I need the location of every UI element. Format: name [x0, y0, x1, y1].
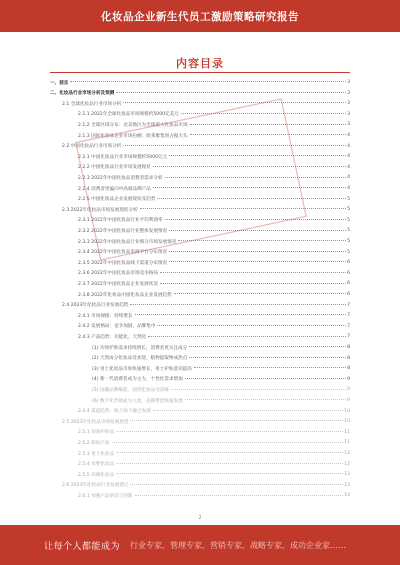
toc-leader-dots: [116, 452, 343, 453]
toc-entry-page: 3: [347, 80, 350, 85]
toc-entry-page: 4: [347, 164, 350, 170]
toc-entry-page: 4: [347, 133, 350, 138]
toc-entry[interactable]: [78, 449, 350, 458]
toc-entry-title: 2.3 2022年化妆品市场发展现状分析: [62, 207, 138, 213]
toc-entry-title: 2.5.3 男士化妆品: [78, 451, 115, 457]
toc-entry-title: (1) 功效护肤需求持续增长，消费者更关注成分: [92, 345, 188, 351]
toc-entry-title: 2.6.1 加强产品研发与创新: [78, 493, 133, 499]
toc-entry-page: 6: [347, 292, 350, 297]
toc-entry[interactable]: [78, 216, 350, 225]
toc-entry-page: 3: [347, 101, 350, 107]
toc-entry[interactable]: [78, 269, 350, 278]
toc-entry[interactable]: [62, 481, 350, 490]
toc-leader-dots: [185, 399, 346, 400]
toc-leader-dots: [70, 81, 346, 82]
toc-entry-page: 9: [347, 376, 350, 382]
toc-leader-dots: [116, 431, 343, 432]
toc-entry-title: 2.4.2 发展格局：竞争加剧，品牌集中: [78, 324, 156, 330]
toc-entry-title: 2.4.4 渠道趋势：线上线下融合发展: [78, 409, 151, 415]
toc-leader-dots: [194, 367, 346, 368]
toc-entry-title: 2.5 2023年化妆品市场发展展望: [62, 419, 129, 425]
toc-entry[interactable]: [92, 396, 350, 405]
toc-entry-page: 9: [347, 398, 350, 403]
toc-leader-dots: [112, 442, 344, 443]
toc-entry-page: 10: [344, 408, 350, 414]
toc-entry-title: 2.3.7 2022年中国化妆品企业发展状况: [78, 281, 158, 287]
toc-entry[interactable]: [92, 375, 350, 384]
toc-entry-title: 2.1.1 2022年全球化妆品市场规模约5000亿美元: [78, 112, 179, 118]
report-title: 化妆品企业新生代员工激励策略研究报告: [101, 11, 299, 23]
toc-leader-dots: [181, 113, 346, 114]
toc-leader-dots: [169, 155, 346, 156]
toc-leader-dots: [157, 325, 346, 326]
toc-entry-title: 2.1 全球化妆品行业市场分析: [62, 101, 122, 107]
page-footer: [0, 525, 400, 565]
toc-entry[interactable]: [78, 460, 350, 469]
toc-entry-page: 13: [344, 482, 350, 488]
toc-entry-page: 6: [347, 260, 350, 266]
toc-entry-title: 2.3.6 2022年中国化妆品市场竞争格局: [78, 271, 158, 277]
footer-text: 让每个人都能成为: [44, 542, 121, 552]
toc-entry[interactable]: [62, 301, 350, 310]
toc-entry-title: 2.3.3 2022年中国化妆品行业细分市场发展情况: [78, 239, 177, 245]
toc-entry[interactable]: [78, 131, 350, 140]
toc-entry-title: 2.2.4 消费者更偏向中高端品牌产品: [78, 186, 151, 192]
toc-entry[interactable]: [78, 237, 350, 246]
toc-entry[interactable]: [78, 311, 350, 320]
toc-entry-title: 2.2.1 中国化妆品行业市场规模约5000亿元: [78, 154, 168, 160]
toc-entry[interactable]: [78, 258, 350, 267]
toc-entry[interactable]: [78, 173, 350, 182]
toc-entry-page: 5: [347, 217, 350, 223]
toc-entry-title: 2.2.5 中国化妆品企业发展现状及趋势: [78, 197, 156, 203]
toc-leader-dots: [178, 240, 346, 241]
toc-entry-page: 12: [344, 451, 350, 456]
toc-leader-dots: [157, 198, 346, 199]
toc-entry-title: 2.1.3 国际化妆品企业市场份额：欧莱雅集团占据大头: [78, 133, 188, 139]
toc-entry[interactable]: [62, 99, 350, 108]
toc-entry-title: 2.3.5 2022年中国化妆品线下渠道分布情况: [78, 260, 168, 266]
toc-entry[interactable]: [78, 184, 350, 193]
toc-entry-title: 2.2 中国化妆品行业市场分析: [62, 144, 122, 150]
toc-entry-title: 2.3.4 2022年中国化妆品电商平台分布情况: [78, 250, 168, 256]
toc-entry-page: 7: [347, 334, 350, 340]
toc-entry-title: 2.5.1 功效护肤品: [78, 430, 115, 436]
toc-entry[interactable]: [78, 491, 350, 500]
toc-entry-page: 6: [347, 281, 350, 287]
toc-leader-dots: [153, 410, 343, 411]
toc-entry[interactable]: [78, 438, 350, 447]
page-header: [0, 0, 400, 32]
toc-entry-page: 4: [347, 186, 350, 191]
toc-leader-dots: [189, 346, 346, 347]
toc-leader-dots: [169, 251, 346, 252]
toc-entry-title: 2.6 2023年化妆品行业发展建议: [62, 483, 129, 489]
toc-entry[interactable]: [62, 205, 350, 214]
toc-leader-dots: [165, 219, 347, 220]
toc-entry-title: 2.1.2 全球区域分布：北美地区为全球最大化妆品市场: [78, 122, 188, 128]
toc-leader-dots: [174, 293, 346, 294]
toc-entry[interactable]: [78, 226, 350, 235]
toc-leader-dots: [135, 495, 344, 496]
toc-entry[interactable]: [62, 142, 350, 151]
toc-entry-page: 4: [347, 154, 350, 160]
toc-entry-title: (3) 男士化妆品市场快速增长，男士护肤意识提高: [92, 366, 192, 372]
toc-entry-title: 2.3.2 2022年中国化妆品行业整体发展情况: [78, 228, 168, 234]
toc-entry-title: (4) 新一代消费者成为主力，个性化需求增加: [92, 377, 183, 383]
toc-leader-dots: [123, 145, 346, 146]
toc-leader-dots: [130, 304, 346, 305]
toc-entry-title: 二、化妆品行业市场分析及预测: [50, 91, 115, 97]
toc-entry[interactable]: [78, 120, 350, 129]
toc-entry-title: (2) 天然成分化妆品受欢迎，植物提取物成热点: [92, 356, 188, 362]
toc-leader-dots: [160, 272, 346, 273]
toc-entry-title: 2.5.4 母婴化妆品: [78, 462, 115, 468]
toc-entry[interactable]: [92, 364, 350, 373]
toc-entry-title: (6) 数字化营销成为主流，直播带货快速发展: [92, 398, 183, 404]
toc-entry-page: 3: [347, 122, 350, 128]
toc-entry[interactable]: [78, 195, 350, 204]
toc-entry[interactable]: [78, 110, 350, 119]
toc-leader-dots: [169, 261, 346, 262]
toc-entry[interactable]: [92, 343, 350, 352]
toc-entry-page: 5: [347, 249, 350, 255]
toc-leader-dots: [165, 177, 347, 178]
toc-entry-page: 5: [347, 196, 350, 202]
toc-leader-dots: [116, 463, 343, 464]
toc-title-rule: [50, 72, 350, 73]
footer-slogan: 行业专家、管理专家、营销专家、战略专家、成功企业家……: [130, 541, 346, 550]
toc-entry-title: 2.4.3 产品趋势：功能化、天然化: [78, 334, 147, 340]
toc-entry[interactable]: [78, 248, 350, 257]
toc-entry[interactable]: [92, 385, 350, 394]
toc-entry-title: 2.3.1 2022年中国化妆品行业平均利润率: [78, 218, 163, 224]
toc-entry-page: 11: [344, 440, 350, 446]
toc-entry[interactable]: [78, 407, 350, 416]
toc-entry-page: 14: [344, 493, 350, 499]
page-number: 2: [198, 515, 202, 521]
toc-entry-title: 2.4.1 市场规模：持续增长: [78, 313, 133, 319]
toc-leader-dots: [116, 92, 346, 93]
toc-entry-title: 一、前言: [50, 80, 69, 86]
toc-entry-page: 7: [347, 302, 350, 308]
toc-leader-dots: [130, 484, 343, 485]
toc-entry-page: 12: [344, 461, 350, 467]
toc-entry-page: 5: [347, 207, 350, 213]
toc-entry-title: (5) 国潮品牌崛起，国货化妆品受青睐: [92, 387, 169, 393]
toc-leader-dots: [135, 314, 347, 315]
toc-leader-dots: [123, 102, 346, 103]
toc-leader-dots: [169, 230, 346, 231]
toc-entry[interactable]: [78, 152, 350, 161]
toc-entry-page: 7: [347, 323, 350, 329]
table-of-contents: [0, 78, 400, 510]
toc-leader-dots: [190, 124, 346, 125]
toc-leader-dots: [130, 420, 343, 421]
toc-entry-page: 4: [347, 175, 350, 181]
toc-entry-title: 2.2.2 中国化妆品行业市场发展现状: [78, 165, 151, 171]
toc-leader-dots: [189, 357, 346, 358]
toc-entry-title: 2.5.5 高端化妆品: [78, 472, 115, 478]
toc-entry-page: 8: [347, 345, 350, 350]
toc-entry-page: 9: [347, 387, 350, 393]
toc-entry-page: 11: [344, 429, 350, 435]
toc-title: 内容目录: [176, 57, 224, 70]
toc-entry[interactable]: [78, 470, 350, 479]
toc-entry-page: 4: [347, 143, 350, 149]
toc-entry[interactable]: [50, 78, 350, 87]
toc-entry[interactable]: [62, 417, 350, 426]
toc-entry-page: 5: [347, 239, 350, 244]
toc-entry[interactable]: [78, 332, 350, 341]
toc-entry[interactable]: [78, 279, 350, 288]
toc-leader-dots: [153, 166, 346, 167]
toc-entry[interactable]: [78, 163, 350, 172]
toc-entry-page: 8: [347, 355, 350, 361]
toc-entry-page: 5: [347, 228, 350, 234]
toc-entry-page: 6: [347, 270, 350, 276]
toc-entry-page: 10: [344, 419, 350, 425]
toc-entry-page: 3: [347, 111, 350, 117]
toc-leader-dots: [116, 473, 343, 474]
toc-entry[interactable]: [78, 290, 350, 299]
toc-entry-title: 2.4 2023年化妆品行业发展趋势: [62, 303, 129, 309]
toc-entry[interactable]: [50, 89, 350, 98]
toc-entry[interactable]: [92, 354, 350, 363]
toc-entry-page: 3: [347, 90, 350, 96]
toc-leader-dots: [140, 208, 346, 209]
toc-leader-dots: [160, 283, 346, 284]
toc-entry-title: 2.3.8 2022年化妆品中国化妆品企业发展趋势: [78, 292, 172, 298]
toc-entry-title: 2.5.2 彩妆产品: [78, 440, 110, 446]
toc-entry-page: 8: [347, 366, 350, 372]
toc-entry-title: 2.2.3 2022年中国化妆品消费者需求分析: [78, 175, 163, 181]
toc-leader-dots: [153, 187, 346, 188]
toc-entry[interactable]: [78, 428, 350, 437]
toc-leader-dots: [148, 336, 346, 337]
toc-leader-dots: [190, 134, 346, 135]
toc-leader-dots: [185, 378, 346, 379]
toc-leader-dots: [171, 389, 346, 390]
toc-entry[interactable]: [78, 322, 350, 331]
toc-entry-page: 7: [347, 313, 350, 319]
toc-entry-page: 13: [344, 472, 350, 478]
